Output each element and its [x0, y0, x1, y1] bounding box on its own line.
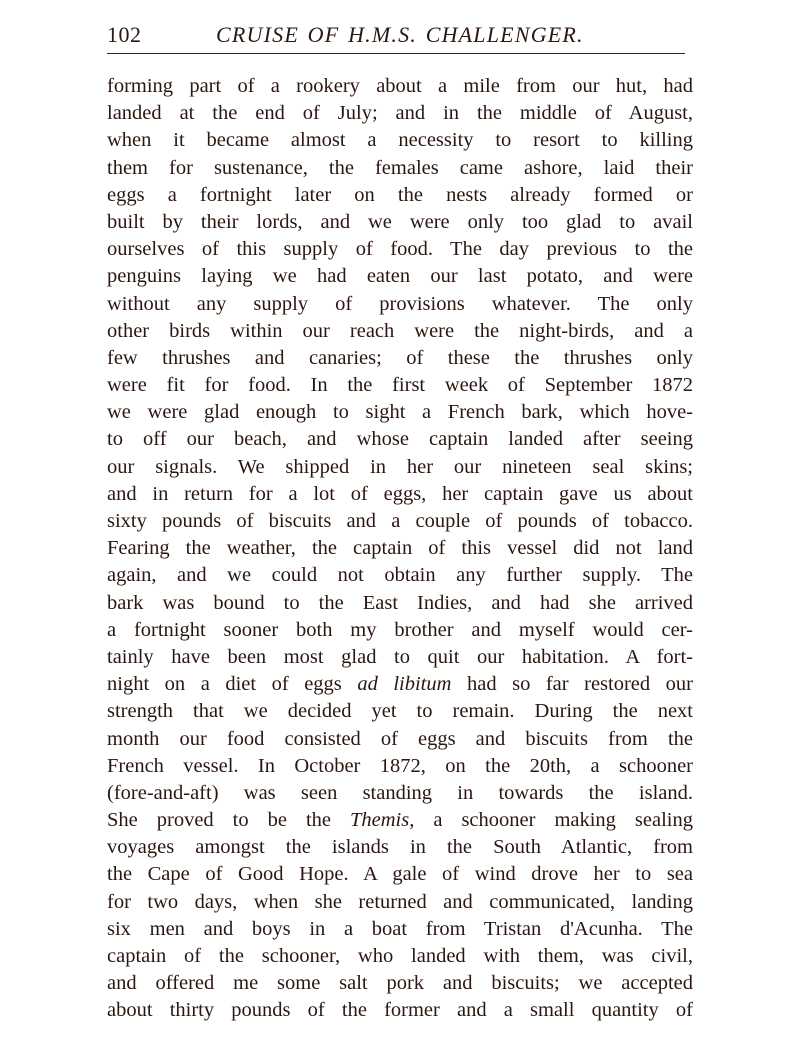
text-line: ourselves of this supply of food. The day previous to the	[107, 238, 693, 261]
text-line: month our food consisted of eggs and biscuits from the	[107, 727, 693, 750]
running-title: CRUISE OF H.M.S. CHALLENGER.	[216, 22, 584, 47]
text-line: landed at the end of July; and in the middle of August,	[107, 102, 693, 125]
text-line: and offered me some salt pork and biscuits; we accepted	[107, 972, 693, 995]
text-line: forming part of a rookery about a mile from our hut, had	[107, 75, 693, 97]
text-run: had so far restored our	[451, 673, 694, 696]
text-line: strength that we decided yet to remain. During the next	[107, 700, 693, 723]
page-number: 102	[107, 22, 142, 47]
text-line: for two days, when she returned and communicated, landing	[107, 890, 693, 913]
text-line: when it became almost a necessity to resort to killing	[107, 129, 693, 152]
text-line: bark was bound to the East Indies, and had she arrived	[107, 591, 693, 614]
text-line: few thrushes and canaries; of these the thrushes only	[107, 346, 693, 369]
text-line: other birds within our reach were the night-birds, and a	[107, 319, 693, 342]
text-line: were fit for food. In the first week of September 1872	[107, 374, 693, 397]
ship-name: Themis,	[350, 809, 415, 832]
text-run: night on a diet of eggs	[107, 673, 358, 696]
text-line: Fearing the weather, the captain of this vessel did not land	[107, 537, 693, 560]
text-line: sixty pounds of biscuits and a couple of pounds of tobacco.	[107, 510, 693, 532]
text-line: a fortnight sooner both my brother and myself would cer-	[107, 618, 693, 641]
text-line: again, and we could not obtain any further supply. The	[107, 564, 693, 587]
text-line: (fore-and-aft) was seen standing in towards the island.	[107, 781, 693, 804]
text-line: captain of the schooner, who landed with them, was civil,	[107, 945, 693, 967]
text-line: tainly have been most glad to quit our habitation. A fort-	[107, 645, 693, 668]
body-text	[107, 73, 693, 1025]
text-line: the Cape of Good Hope. A gale of wind drove her to sea	[107, 863, 693, 886]
text-line	[107, 807, 693, 834]
text-line: without any supply of provisions whatever. The only	[107, 292, 693, 315]
text-line	[107, 671, 693, 698]
text-line: our signals. We shipped in her our nineteen seal skins;	[107, 455, 693, 478]
text-line: about thirty pounds of the former and a small quantity of	[107, 999, 693, 1022]
text-line: built by their lords, and we were only too glad to avail	[107, 210, 693, 233]
book-page	[107, 22, 693, 1032]
text-line: we were glad enough to sight a French bark, which hove-	[107, 401, 693, 424]
text-line: and in return for a lot of eggs, her captain gave us about	[107, 482, 693, 505]
running-head	[107, 22, 693, 56]
italic-phrase: ad libitum	[357, 673, 452, 696]
text-line: them for sustenance, the females came ashore, laid their	[107, 156, 693, 179]
text-run: a schooner making sealing	[414, 809, 693, 832]
text-line: French vessel. In October 1872, on the 20th, a schooner	[107, 754, 693, 777]
text-run: She proved to be the	[107, 809, 350, 832]
text-line: eggs a fortnight later on the nests already formed or	[107, 183, 693, 206]
text-line: six men and boys in a boat from Tristan d'Acunha. The	[107, 917, 693, 940]
text-line: penguins laying we had eaten our last potato, and were	[107, 265, 693, 288]
text-line: voyages amongst the islands in the South Atlantic, from	[107, 836, 693, 859]
header-rule	[107, 53, 685, 54]
text-line: to off our beach, and whose captain landed after seeing	[107, 428, 693, 451]
